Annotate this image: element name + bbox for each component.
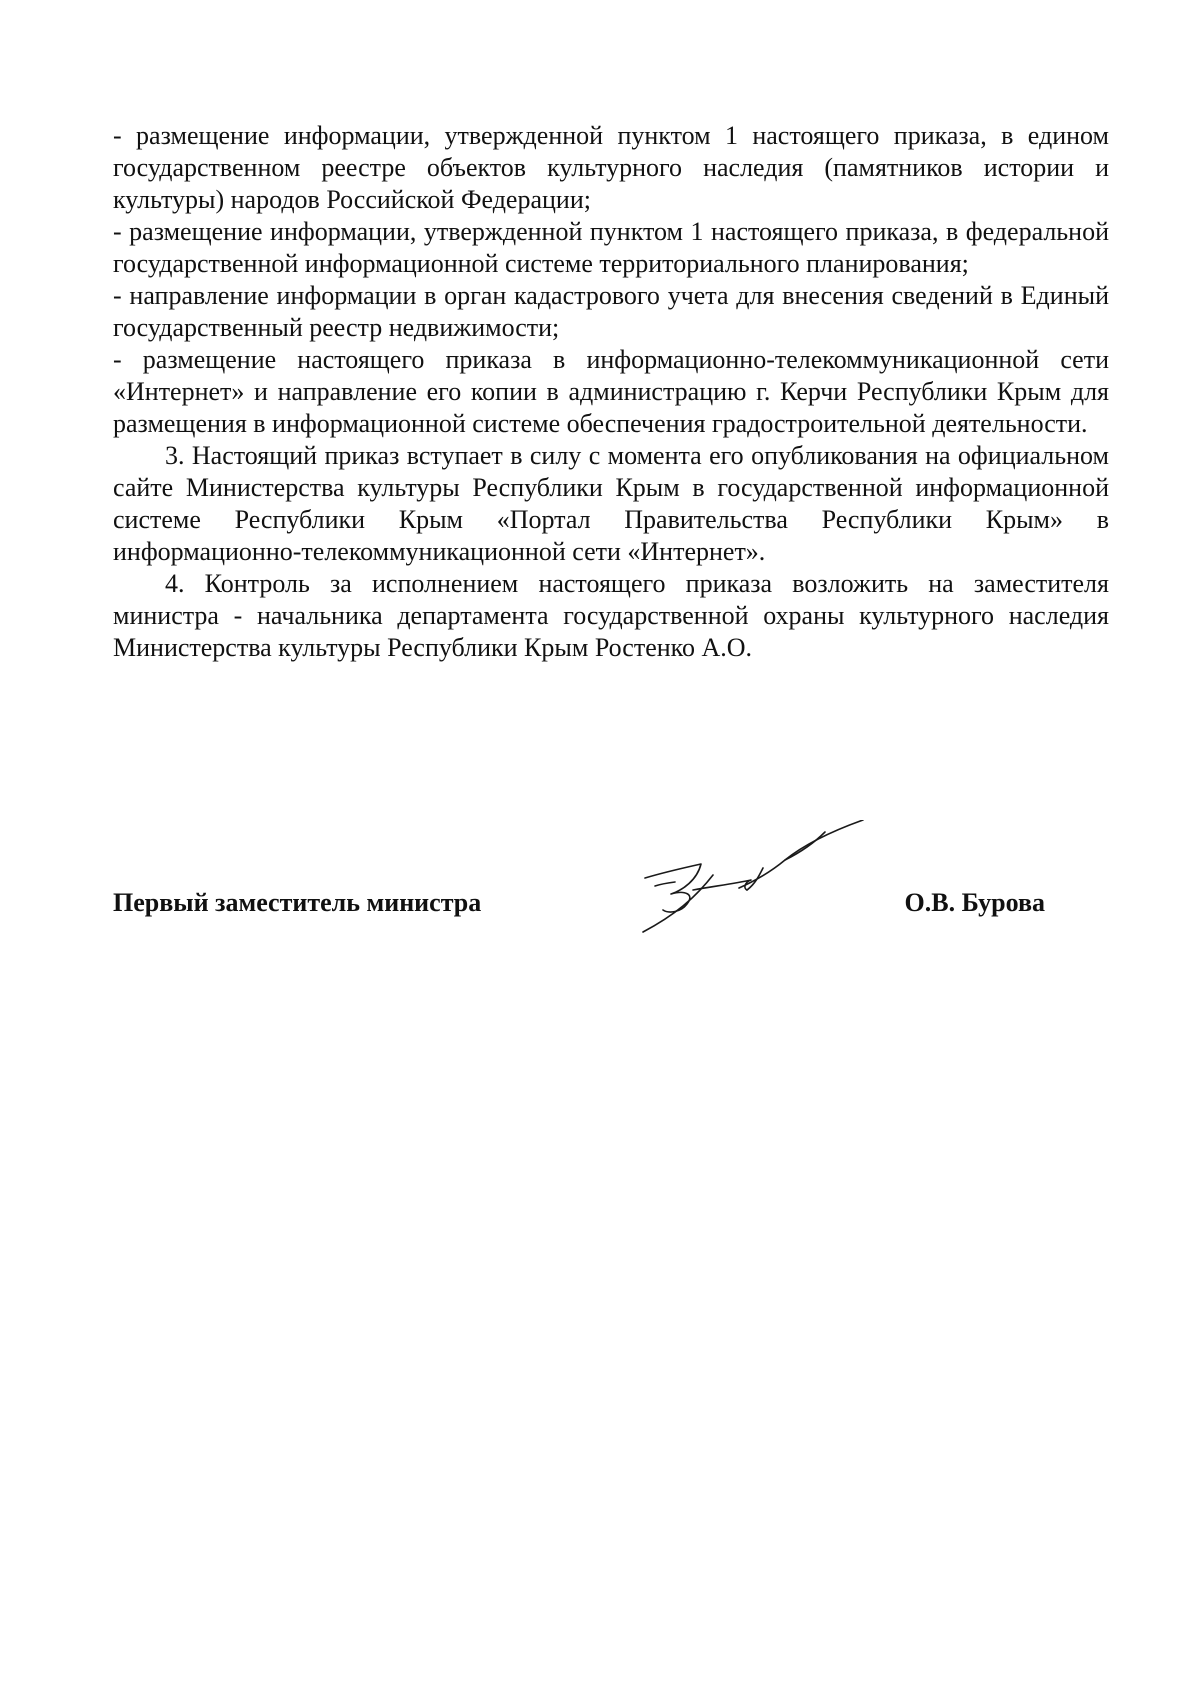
paragraph-internet-placement: - размещение настоящего приказа в информационно-телекоммуникационной сети «Интернет» и направление его копии в администрацию г. Керчи Республики Крым для размещения в информационной системе обеспечения градостроительной деятельности.: [113, 345, 1109, 438]
signer-position: Первый заместитель министра: [113, 888, 482, 917]
signature-block: [113, 880, 1109, 940]
signer-name: О.В. Бурова: [904, 888, 1045, 917]
paragraph-planning-system-placement: - размещение информации, утвержденной пунктом 1 настоящего приказа, в федеральной государственной информационной системе территориального планирования;: [113, 217, 1109, 278]
handwritten-signature-icon: [635, 820, 875, 940]
paragraph-item-3-effective-date: 3. Настоящий приказ вступает в силу с момента его опубликования на официальном сайте Министерства культуры Республики Крым в государственной информационной системе Республики Крым «Портал Правительства Республики Крым» в информационно-телекоммуникационной сети «Интернет».: [113, 441, 1109, 566]
paragraph-registry-placement: - размещение информации, утвержденной пунктом 1 настоящего приказа, в едином государственном реестре объектов культурного наследия (памятников истории и культуры) народов Российской Федерации;: [113, 121, 1109, 214]
paragraph-cadastral-direction: - направление информации в орган кадастрового учета для внесения сведений в Единый государственный реестр недвижимости;: [113, 281, 1109, 342]
document-body: [113, 120, 1109, 664]
paragraph-item-4-control: 4. Контроль за исполнением настоящего приказа возложить на заместителя министра - начальника департамента государственной охраны культурного наследия Министерства культуры Республики Крым Ростенко А.О.: [113, 569, 1109, 662]
